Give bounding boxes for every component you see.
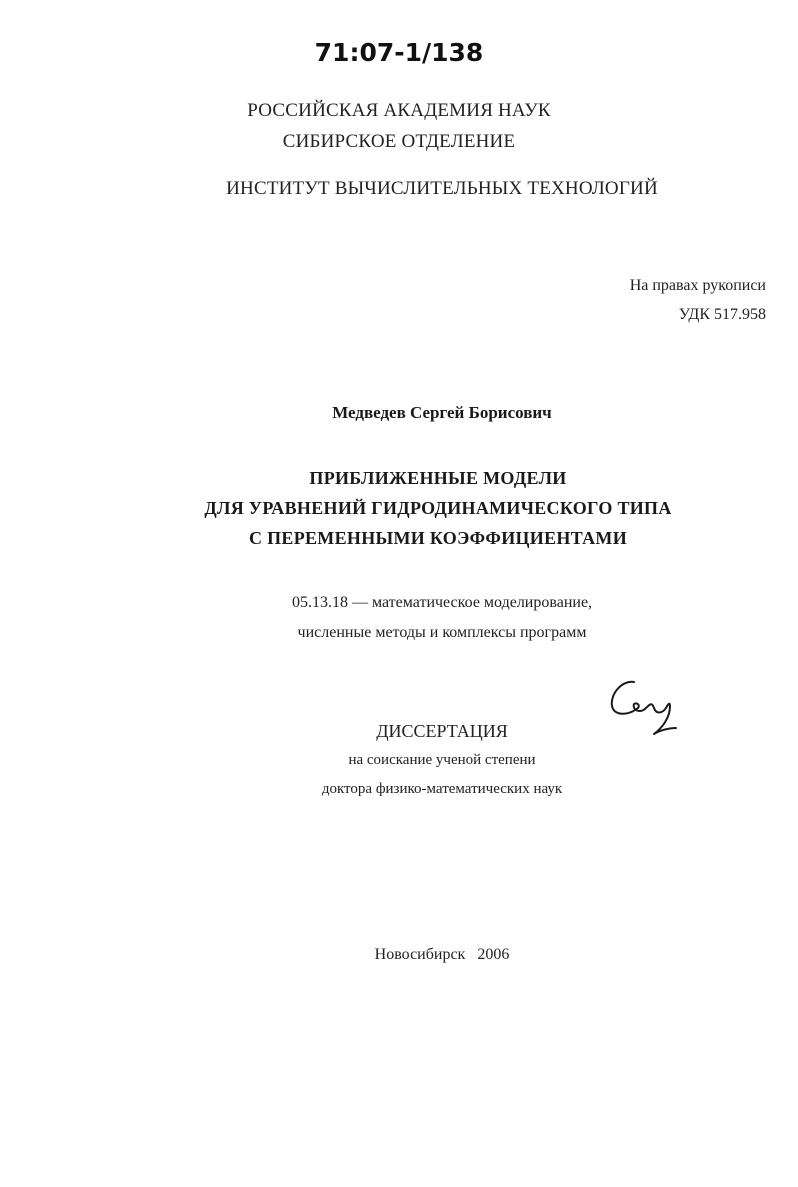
title-line-2: ДЛЯ УРАВНЕНИЙ ГИДРОДИНАМИЧЕСКОГО ТИПА: [204, 498, 672, 518]
institute-name: ИНСТИТУТ ВЫЧИСЛИТЕЛЬНЫХ ТЕХНОЛОГИЙ: [226, 178, 658, 199]
branch-name: СИБИРСКОЕ ОТДЕЛЕНИЕ: [282, 131, 516, 152]
degree-line-2: доктора физико-математических наук: [321, 781, 563, 797]
author-name: Медведев Сергей Борисович: [332, 403, 552, 422]
udc-code: УДК 517.958: [678, 306, 766, 323]
title-line-1: ПРИБЛИЖЕННЫЕ МОДЕЛИ: [309, 468, 567, 488]
academy-name: РОССИЙСКАЯ АКАДЕМИЯ НАУК: [247, 100, 551, 121]
specialty-line-2: численные методы и комплексы программ: [297, 624, 587, 641]
degree-line-1: на соискание ученой степени: [348, 752, 536, 768]
place-and-year: Новосибирск 2006: [374, 946, 510, 963]
title-line-3: С ПЕРЕМЕННЫМИ КОЭФФИЦИЕНТАМИ: [249, 528, 627, 548]
catalog-number: 71:07-1/138: [314, 38, 484, 67]
manuscript-rights: На правах рукописи: [629, 277, 766, 294]
document-type: ДИССЕРТАЦИЯ: [376, 721, 508, 741]
specialty-line-1: 05.13.18 — математическое моделирование,: [291, 594, 593, 611]
handwritten-signature: [604, 672, 684, 742]
